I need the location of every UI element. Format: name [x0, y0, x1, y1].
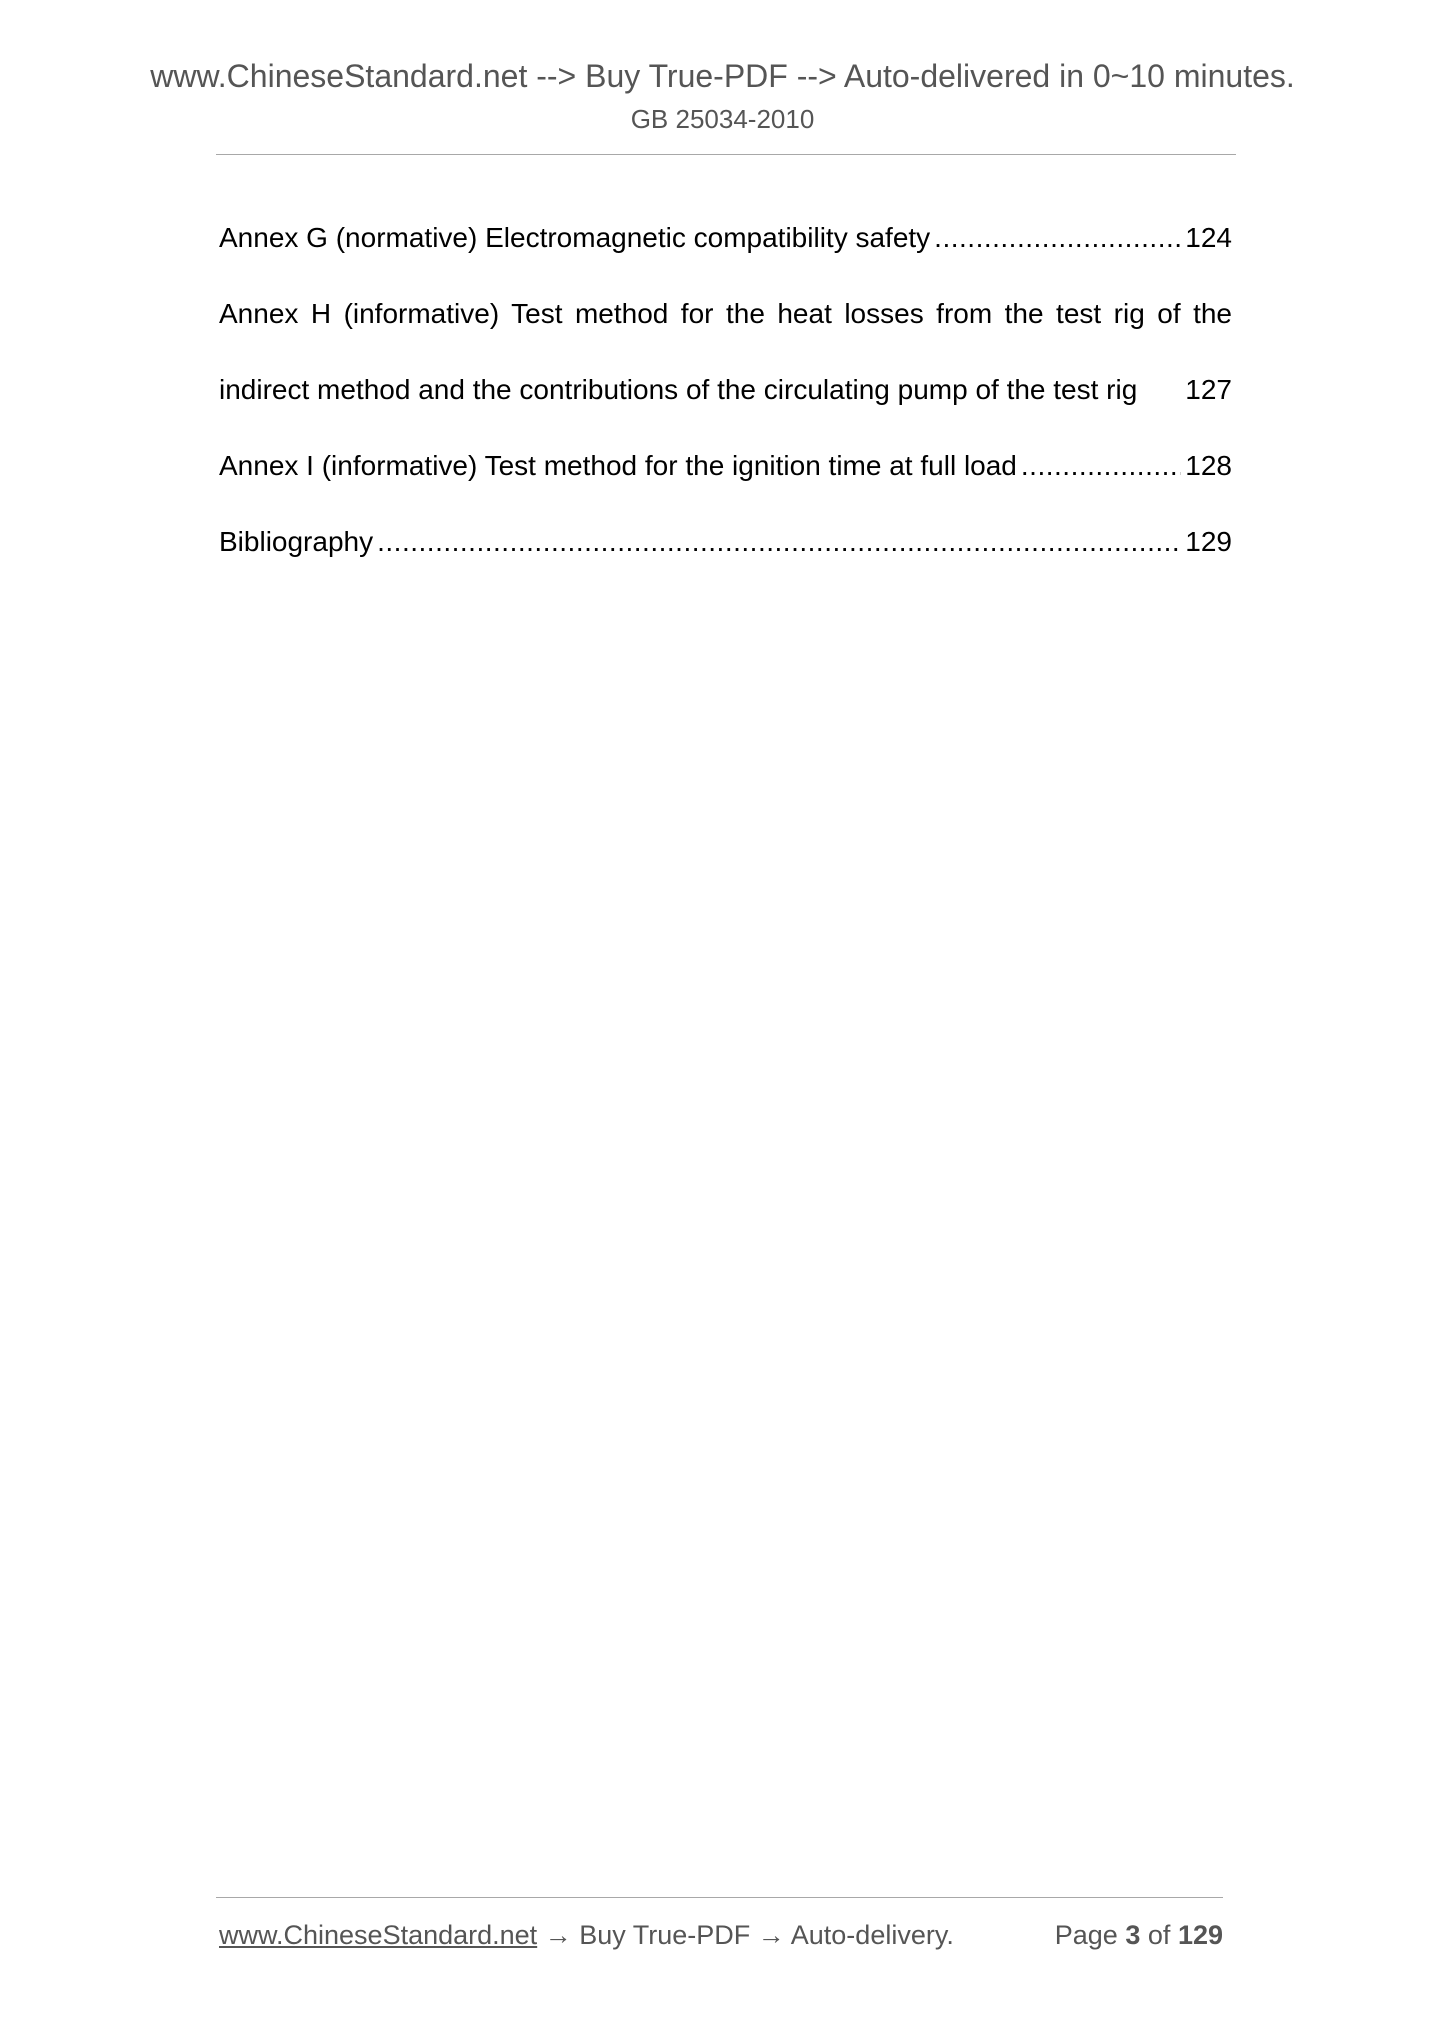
- toc-entry-bibliography[interactable]: [219, 504, 1232, 580]
- footer-buy-text: Buy True-PDF: [579, 1920, 751, 1950]
- page-label: Page: [1054, 1920, 1118, 1950]
- toc-page-number: 128: [1185, 450, 1232, 481]
- toc-entry-title: Annex H (informative) Test method for the heat losses from the test rig of the: [219, 298, 1232, 329]
- header-banner: www.ChineseStandard.net --> Buy True-PDF --> Auto-delivered in 0~10 minutes.: [150, 58, 1295, 94]
- toc-entry-title-continued: indirect method and the contributions of the circulating pump of the test rig: [219, 374, 1138, 405]
- toc-entry-annex-h-line1[interactable]: [219, 276, 1232, 352]
- current-page-number: 3: [1125, 1920, 1141, 1950]
- toc-page-number: 127: [1185, 374, 1232, 405]
- footer-divider: [216, 1897, 1223, 1898]
- toc-entry-annex-i[interactable]: [219, 428, 1232, 504]
- toc-entry-annex-h-line2[interactable]: [219, 352, 1232, 428]
- footer-website-link[interactable]: www.ChineseStandard.net: [219, 1920, 538, 1950]
- arrow-right-icon: →: [750, 1920, 791, 1950]
- table-of-contents: [219, 200, 1232, 580]
- document-id: GB 25034-2010: [630, 104, 815, 134]
- total-page-count: 129: [1177, 1920, 1223, 1950]
- page-indicator: [1055, 1920, 1223, 1951]
- page-of-label: of: [1147, 1920, 1171, 1950]
- footer-promo: [219, 1920, 954, 1951]
- toc-dot-leader: [377, 504, 1181, 580]
- toc-entry-title: Annex I (informative) Test method for the ignition time at full load: [219, 450, 1017, 481]
- toc-page-number: 124: [1185, 222, 1232, 253]
- toc-dot-leader: [1021, 428, 1181, 504]
- toc-entry-title: Bibliography: [219, 526, 374, 557]
- toc-page-number: 129: [1185, 526, 1232, 557]
- toc-entry-annex-g[interactable]: [219, 200, 1232, 276]
- header-divider: [216, 154, 1236, 155]
- arrow-right-icon: →: [537, 1920, 580, 1950]
- toc-entry-title: Annex G (normative) Electromagnetic compatibility safety: [219, 222, 931, 253]
- toc-dot-leader: [934, 200, 1181, 276]
- footer-delivery-text: Auto-delivery.: [790, 1920, 954, 1950]
